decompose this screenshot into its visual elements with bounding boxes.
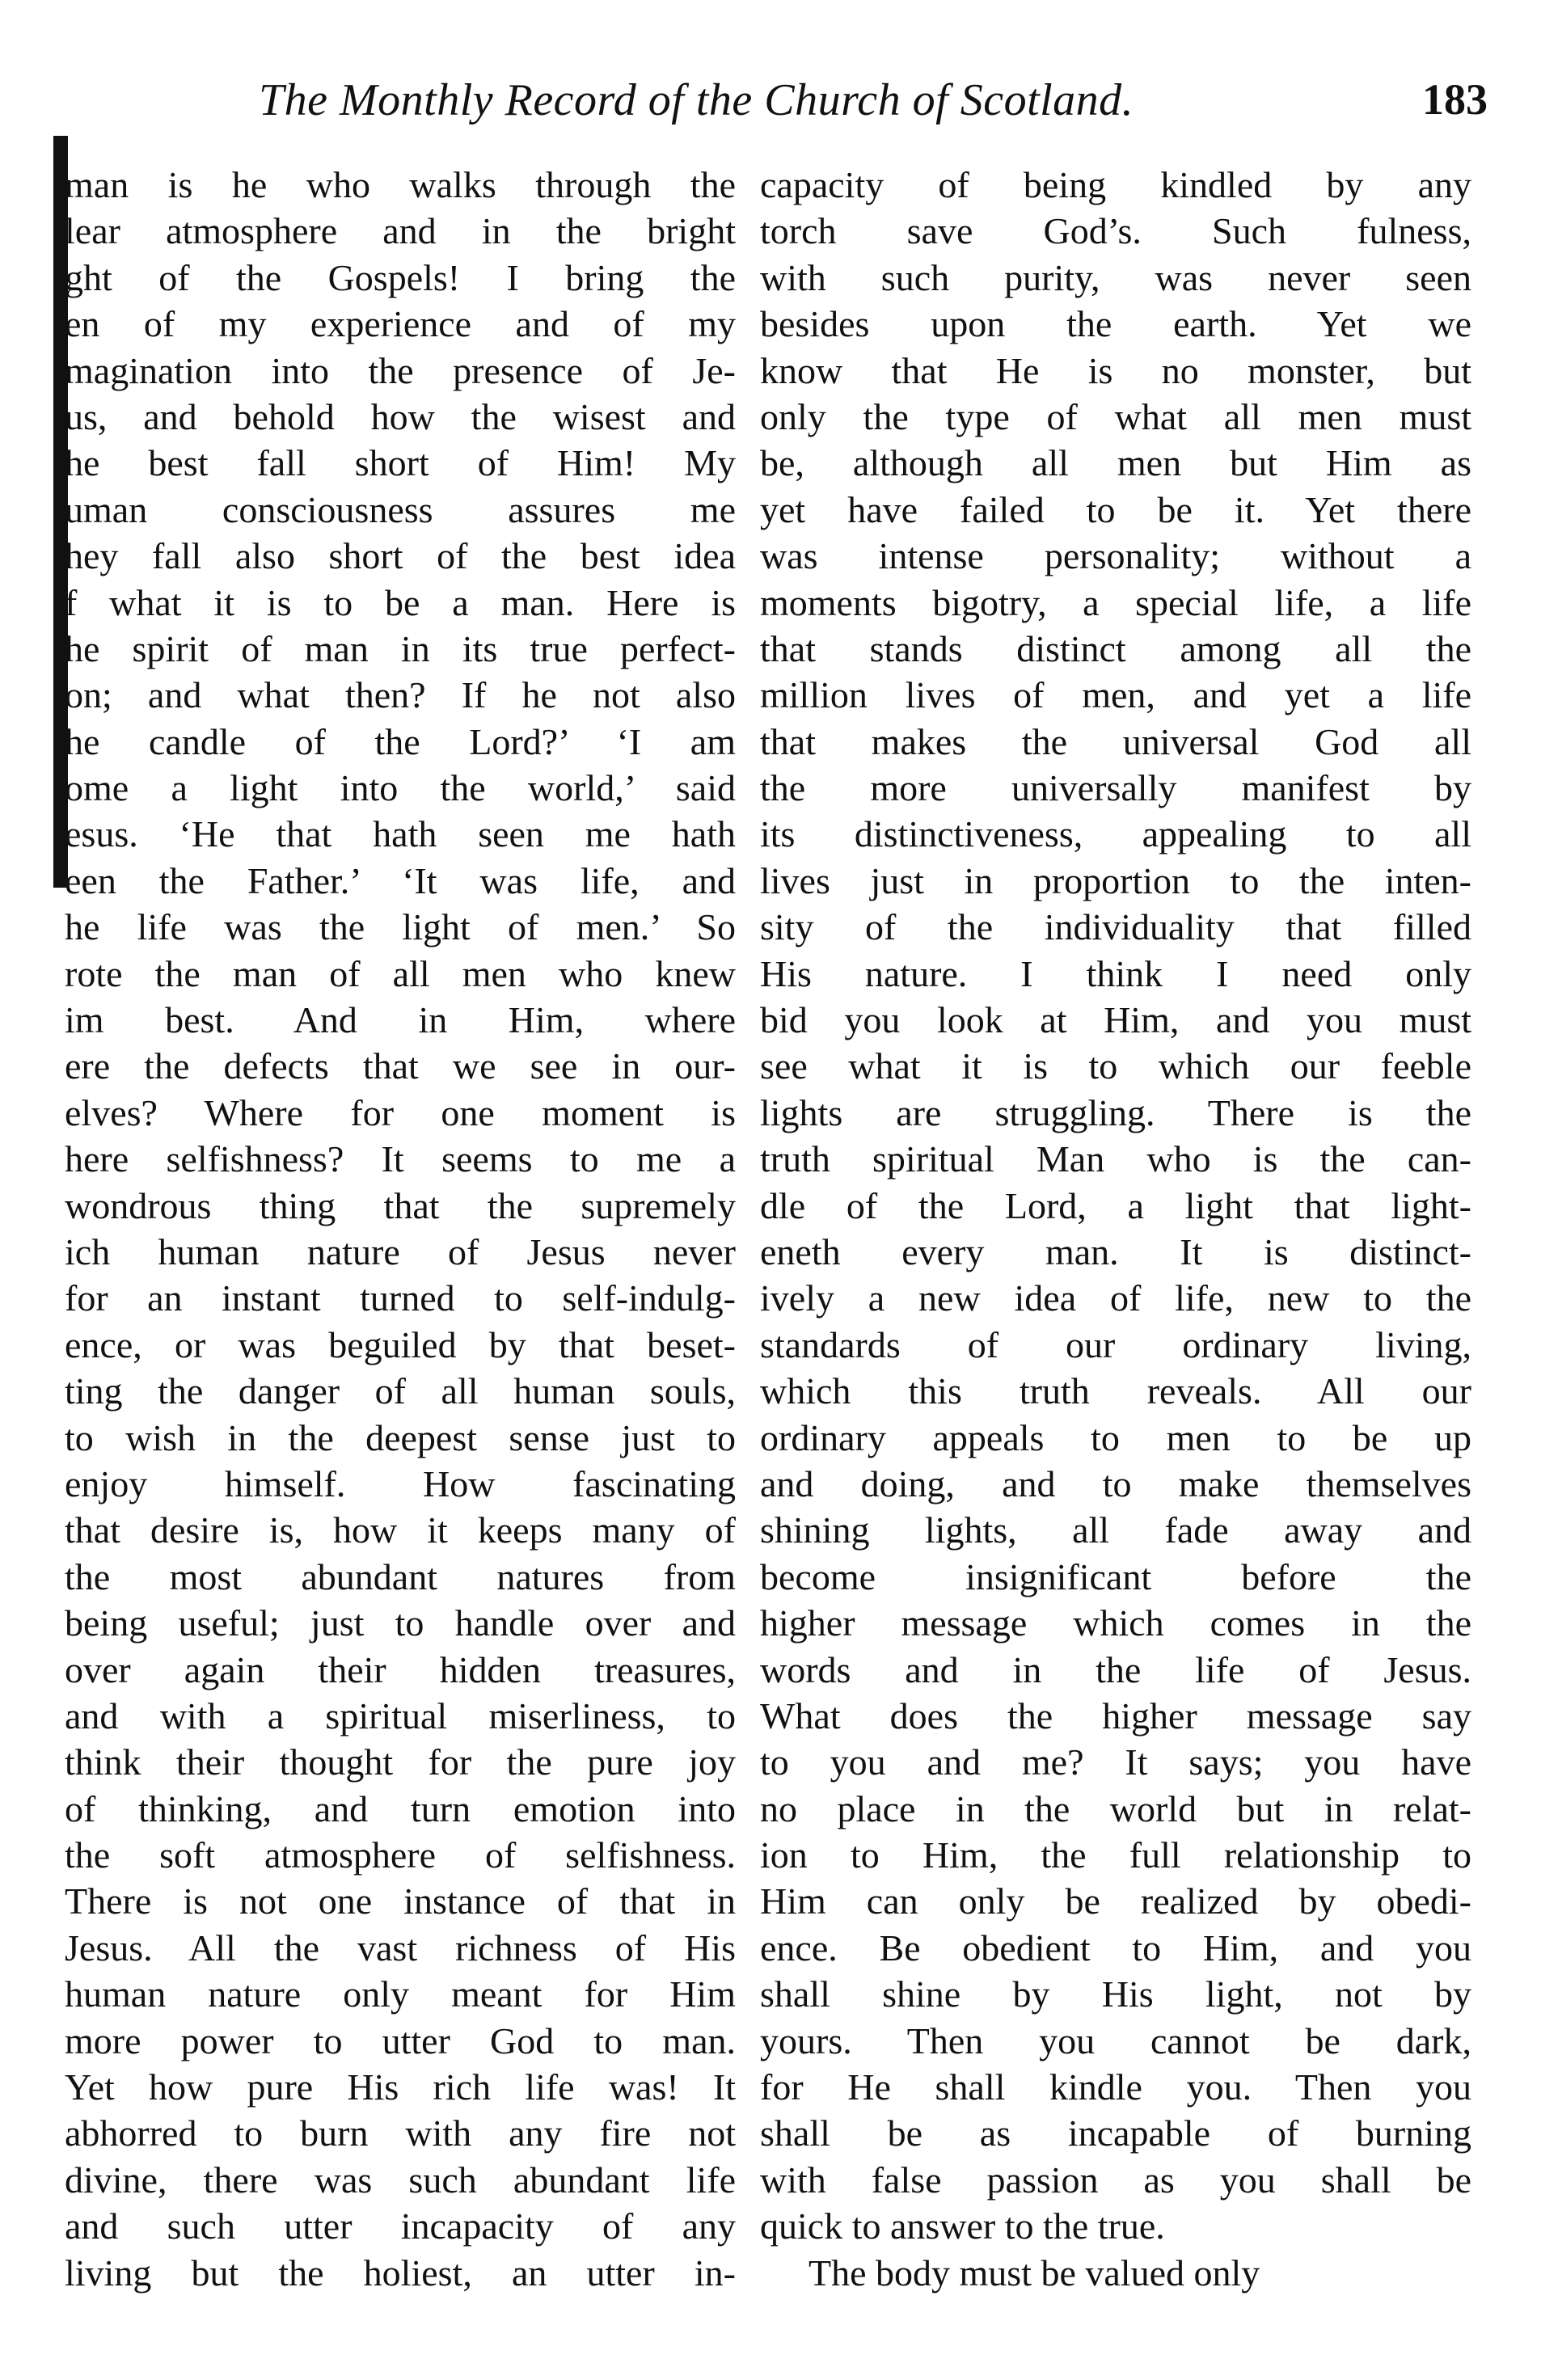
right-column-line: for He shall kindle you. Then you [760, 2066, 1471, 2108]
left-column-line: abhorred to burn with any fire not [65, 2112, 736, 2154]
right-column-line: higher message which comes in the [760, 1602, 1471, 1644]
right-column-line: truth spiritual Man who is the can- [760, 1138, 1471, 1180]
right-column-line: ion to Him, the full relationship to [760, 1834, 1471, 1876]
left-column-line: een the Father.’ ‘It was life, and [65, 859, 736, 901]
left-column-line: think their thought for the pure joy [65, 1741, 736, 1783]
left-column-line: for an instant turned to self-indulg- [65, 1277, 736, 1319]
right-column-line: become insignificant before the [760, 1555, 1471, 1597]
right-column-line: standards of our ordinary living, [760, 1323, 1471, 1365]
right-column-line: words and in the life of Jesus. [760, 1648, 1471, 1690]
left-column-line: rote the man of all men who knew [65, 952, 736, 994]
left-column-line: en of my experience and of my [65, 303, 736, 345]
right-column-line: ordinary appeals to men to be up [760, 1416, 1471, 1458]
right-column-line: and doing, and to make themselves [760, 1462, 1471, 1504]
right-column-line: shall shine by His light, not by [760, 1973, 1471, 2015]
right-column-line: torch save God’s. Such fulness, [760, 210, 1471, 252]
right-column-line: ively a new idea of life, new to the [760, 1277, 1471, 1319]
left-column-line: and such utter incapacity of any [65, 2205, 736, 2247]
left-column-line: living but the holiest, an utter in- [65, 2251, 736, 2293]
right-column-line: was intense personality; without a [760, 535, 1471, 577]
right-column-line: bid you look at Him, and you must [760, 999, 1471, 1041]
right-column-line: Him can only be realized by obedi- [760, 1880, 1471, 1922]
right-column-line: that stands distinct among all the [760, 627, 1471, 669]
right-column-line: shall be as incapable of burning [760, 2112, 1471, 2154]
left-column-line: the soft atmosphere of selfishness. [65, 1834, 736, 1876]
left-column-line: lear atmosphere and in the bright [65, 210, 736, 252]
right-column-line: moments bigotry, a special life, a life [760, 581, 1471, 623]
right-column-line: shining lights, all fade away and [760, 1509, 1471, 1551]
left-column-line: f what it is to be a man. Here is [65, 581, 736, 623]
running-header [259, 74, 1488, 139]
right-column-line: the more universally manifest by [760, 767, 1471, 809]
right-column-line: no place in the world but in relat- [760, 1787, 1471, 1829]
right-column-line: What does the higher message say [760, 1694, 1471, 1736]
left-column-line: magination into the presence of Je- [65, 349, 736, 391]
left-column-line: ere the defects that we see in our- [65, 1045, 736, 1087]
right-column-line: sity of the individuality that filled [760, 906, 1471, 948]
right-column-line: with such purity, was never seen [760, 256, 1471, 298]
left-column-line: man is he who walks through the [65, 164, 736, 205]
left-column-line: he spirit of man in its true perfect- [65, 627, 736, 669]
left-column-line: wondrous thing that the supremely [65, 1184, 736, 1226]
right-column-line: which this truth reveals. All our [760, 1370, 1471, 1412]
right-column [760, 162, 1471, 2296]
right-column-line: eneth every man. It is distinct- [760, 1230, 1471, 1272]
right-column-line: His nature. I think I need only [760, 952, 1471, 994]
left-column-line: im best. And in Him, where [65, 999, 736, 1041]
left-column-line: elves? Where for one moment is [65, 1091, 736, 1133]
left-column-line: divine, there was such abundant life [65, 2158, 736, 2201]
left-column-line: that desire is, how it keeps many of [65, 1509, 736, 1551]
right-column-line: only the type of what all men must [760, 395, 1471, 437]
right-column-line: The body must be valued only [808, 2251, 1260, 2293]
right-column-line: to you and me? It says; you have [760, 1741, 1471, 1783]
right-column-line: that makes the universal God all [760, 720, 1471, 762]
left-column-line: he life was the light of men.’ So [65, 906, 736, 948]
right-column-line: dle of the Lord, a light that light- [760, 1184, 1471, 1226]
right-column-line: its distinctiveness, appealing to all [760, 813, 1471, 855]
left-column-line: he candle of the Lord?’ ‘I am [65, 720, 736, 762]
right-column-line: yet have failed to be it. Yet there [760, 488, 1471, 530]
left-column-line: being useful; just to handle over and [65, 1602, 736, 1644]
left-column-line: ght of the Gospels! I bring the [65, 256, 736, 298]
right-column-line: lives just in proportion to the inten- [760, 859, 1471, 901]
left-column-line: more power to utter God to man. [65, 2019, 736, 2061]
left-column-line: esus. ‘He that hath seen me hath [65, 813, 736, 855]
left-column-line: ence, or was beguiled by that beset- [65, 1323, 736, 1365]
left-column-line: There is not one instance of that in [65, 1880, 736, 1922]
left-column-line: Jesus. All the vast richness of His [65, 1926, 736, 1969]
right-column-line: quick to answer to the true. [760, 2205, 1165, 2247]
right-column-line: know that He is no monster, but [760, 349, 1471, 391]
right-column-line: million lives of men, and yet a life [760, 674, 1471, 716]
left-column-line: over again their hidden treasures, [65, 1648, 736, 1690]
left-column-line: ich human nature of Jesus never [65, 1230, 736, 1272]
left-column-line: on; and what then? If he not also [65, 674, 736, 716]
left-column-line: he best fall short of Him! My [65, 442, 736, 484]
right-column-line: ence. Be obedient to Him, and you [760, 1926, 1471, 1969]
right-column-line: be, although all men but Him as [760, 442, 1471, 484]
left-column-line: to wish in the deepest sense just to [65, 1416, 736, 1458]
left-column-line: uman consciousness assures me [65, 488, 736, 530]
left-column-line: and with a spiritual miserliness, to [65, 1694, 736, 1736]
right-column-line: see what it is to which our feeble [760, 1045, 1471, 1087]
left-column-line: the most abundant natures from [65, 1555, 736, 1597]
left-column-line: enjoy himself. How fascinating [65, 1462, 736, 1504]
left-column-line: of thinking, and turn emotion into [65, 1787, 736, 1829]
left-column-line: hey fall also short of the best idea [65, 535, 736, 577]
left-column-line: ome a light into the world,’ said [65, 767, 736, 809]
left-column-line: Yet how pure His rich life was! It [65, 2066, 736, 2108]
right-column-line: capacity of being kindled by any [760, 164, 1471, 205]
left-column-line: us, and behold how the wisest and [65, 395, 736, 437]
right-column-line: yours. Then you cannot be dark, [760, 2019, 1471, 2061]
running-title: The Monthly Record of the Church of Scotland. [259, 75, 1134, 125]
right-column-line: with false passion as you shall be [760, 2158, 1471, 2201]
right-column-line: lights are struggling. There is the [760, 1091, 1471, 1133]
left-column-line: here selfishness? It seems to me a [65, 1138, 736, 1180]
left-column-line: human nature only meant for Him [65, 1973, 736, 2015]
left-column [65, 162, 736, 2296]
page-number: 183 [1422, 75, 1488, 124]
right-column-line: besides upon the earth. Yet we [760, 303, 1471, 345]
left-column-line: ting the danger of all human souls, [65, 1370, 736, 1412]
